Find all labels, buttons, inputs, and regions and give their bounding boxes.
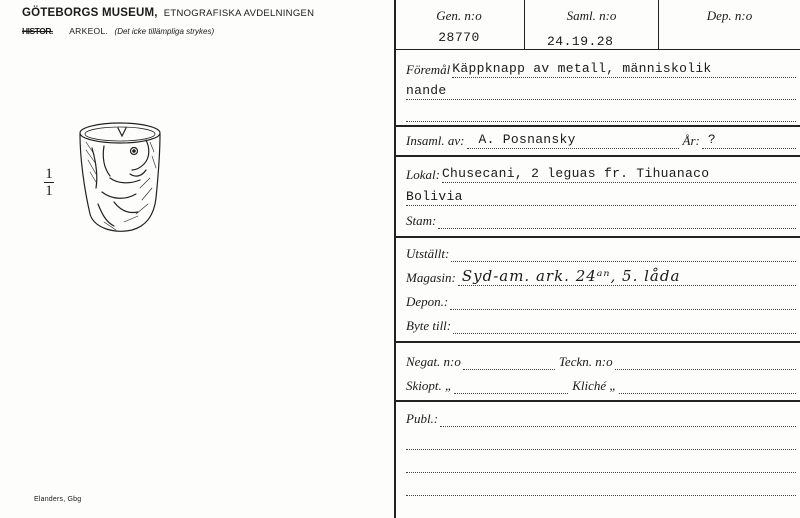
skiopt-row: [406, 376, 796, 394]
foremal-row-2: [406, 82, 796, 100]
foremal-line: [452, 60, 796, 78]
scale-numerator: 1: [45, 166, 53, 182]
publ-row-3: [406, 455, 796, 473]
ar-line: [702, 131, 796, 149]
department-name: ETNOGRAFISKA AVDELNINGEN: [163, 8, 315, 19]
museum-header: [22, 7, 314, 19]
foremal-value-line1: Käppknapp av metall, människolik: [452, 61, 712, 76]
gen-label: Gen. n:o: [436, 8, 482, 23]
ar-value: ?: [707, 132, 716, 147]
ar-label: År:: [682, 133, 700, 148]
section-rule-4: [394, 341, 800, 343]
dep-number-cell: [659, 0, 800, 50]
stam-label: Stam:: [406, 213, 437, 228]
section-rule-3: [394, 236, 800, 238]
publ-line-3: [406, 455, 796, 473]
magasin-row: [406, 268, 796, 286]
publ-line-4: [406, 478, 796, 496]
foremal-line-3: [406, 104, 796, 122]
struck-historical-label: HISTOR.: [22, 26, 53, 36]
kliche-label: Kliché „: [572, 378, 617, 393]
magasin-line: [458, 268, 796, 286]
lokal-line-2: [406, 188, 796, 206]
teckn-line: [615, 352, 796, 370]
foremal-row-3: [406, 104, 796, 122]
byte-row: [406, 316, 796, 334]
publ-row-4: [406, 478, 796, 496]
insaml-value: A. Posnansky: [478, 132, 576, 147]
gen-value: 28770: [438, 30, 480, 45]
foremal-line-2: [406, 82, 796, 100]
byte-label: Byte till:: [406, 318, 452, 333]
lokal-value-line1: Chusecani, 2 leguas fr. Tihuanaco: [441, 166, 710, 181]
gen-number-cell: [394, 0, 525, 50]
foremal-value-line2: nande: [406, 83, 447, 98]
section-rule-1: [394, 125, 800, 127]
utstallt-line: [451, 244, 796, 262]
lokal-value-line2: Bolivia: [406, 189, 463, 204]
number-header-row: [394, 0, 800, 50]
saml-label: Saml. n:o: [566, 8, 617, 23]
negat-line: [463, 352, 555, 370]
section-rule-5: [394, 400, 800, 402]
utstallt-label: Utställt:: [406, 246, 450, 261]
section-rule-2: [394, 155, 800, 157]
teckn-label: Teckn. n:o: [558, 354, 613, 369]
foremal-label: Föremål: [406, 62, 451, 77]
dep-label: Dep. n:o: [706, 8, 753, 23]
publ-label: Publ.:: [406, 411, 439, 426]
lokal-row: [406, 165, 796, 183]
magasin-label: Magasin:: [406, 270, 456, 285]
depon-label: Depon.:: [406, 294, 449, 309]
insaml-line: [467, 131, 679, 149]
saml-value: 24.19.28: [547, 34, 614, 49]
scale-fraction: [44, 168, 54, 198]
printer-imprint: Elanders, Gbg: [34, 496, 82, 503]
stam-row: [406, 211, 796, 229]
publ-line-2: [406, 432, 796, 450]
publ-line: [440, 409, 796, 427]
arkeol-label: ARKEOL.: [69, 26, 109, 36]
depon-row: [406, 292, 796, 310]
byte-line: [453, 316, 796, 334]
negat-label: Negat. n:o: [406, 354, 461, 369]
museum-name: GÖTEBORGS MUSEUM,: [22, 7, 158, 19]
utstallt-row: [406, 244, 796, 262]
lokal-line: [442, 165, 796, 183]
stam-line: [438, 211, 796, 229]
depon-line: [450, 292, 796, 310]
publ-row: [406, 409, 796, 427]
catalog-form: [394, 0, 800, 518]
magasin-value: Syd-am. ark. 24ᵃⁿ, 5. låda: [461, 267, 681, 285]
strike-note: (Det icke tillämpliga strykes): [114, 27, 215, 36]
publ-row-2: [406, 432, 796, 450]
skiopt-label: Skiopt. „: [406, 378, 453, 393]
scale-denominator: 1: [45, 183, 53, 200]
department-subheader: [22, 26, 214, 36]
kliche-line: [619, 376, 796, 394]
insaml-label: Insaml. av:: [406, 133, 465, 148]
lokal-label: Lokal:: [406, 167, 440, 182]
insaml-row: [406, 131, 796, 149]
saml-number-cell: [525, 0, 659, 50]
lokal-row-2: [406, 188, 796, 206]
skiopt-line: [454, 376, 568, 394]
negat-row: [406, 352, 796, 370]
cane-knob-sketch: [74, 118, 174, 240]
foremal-row: [406, 60, 796, 78]
